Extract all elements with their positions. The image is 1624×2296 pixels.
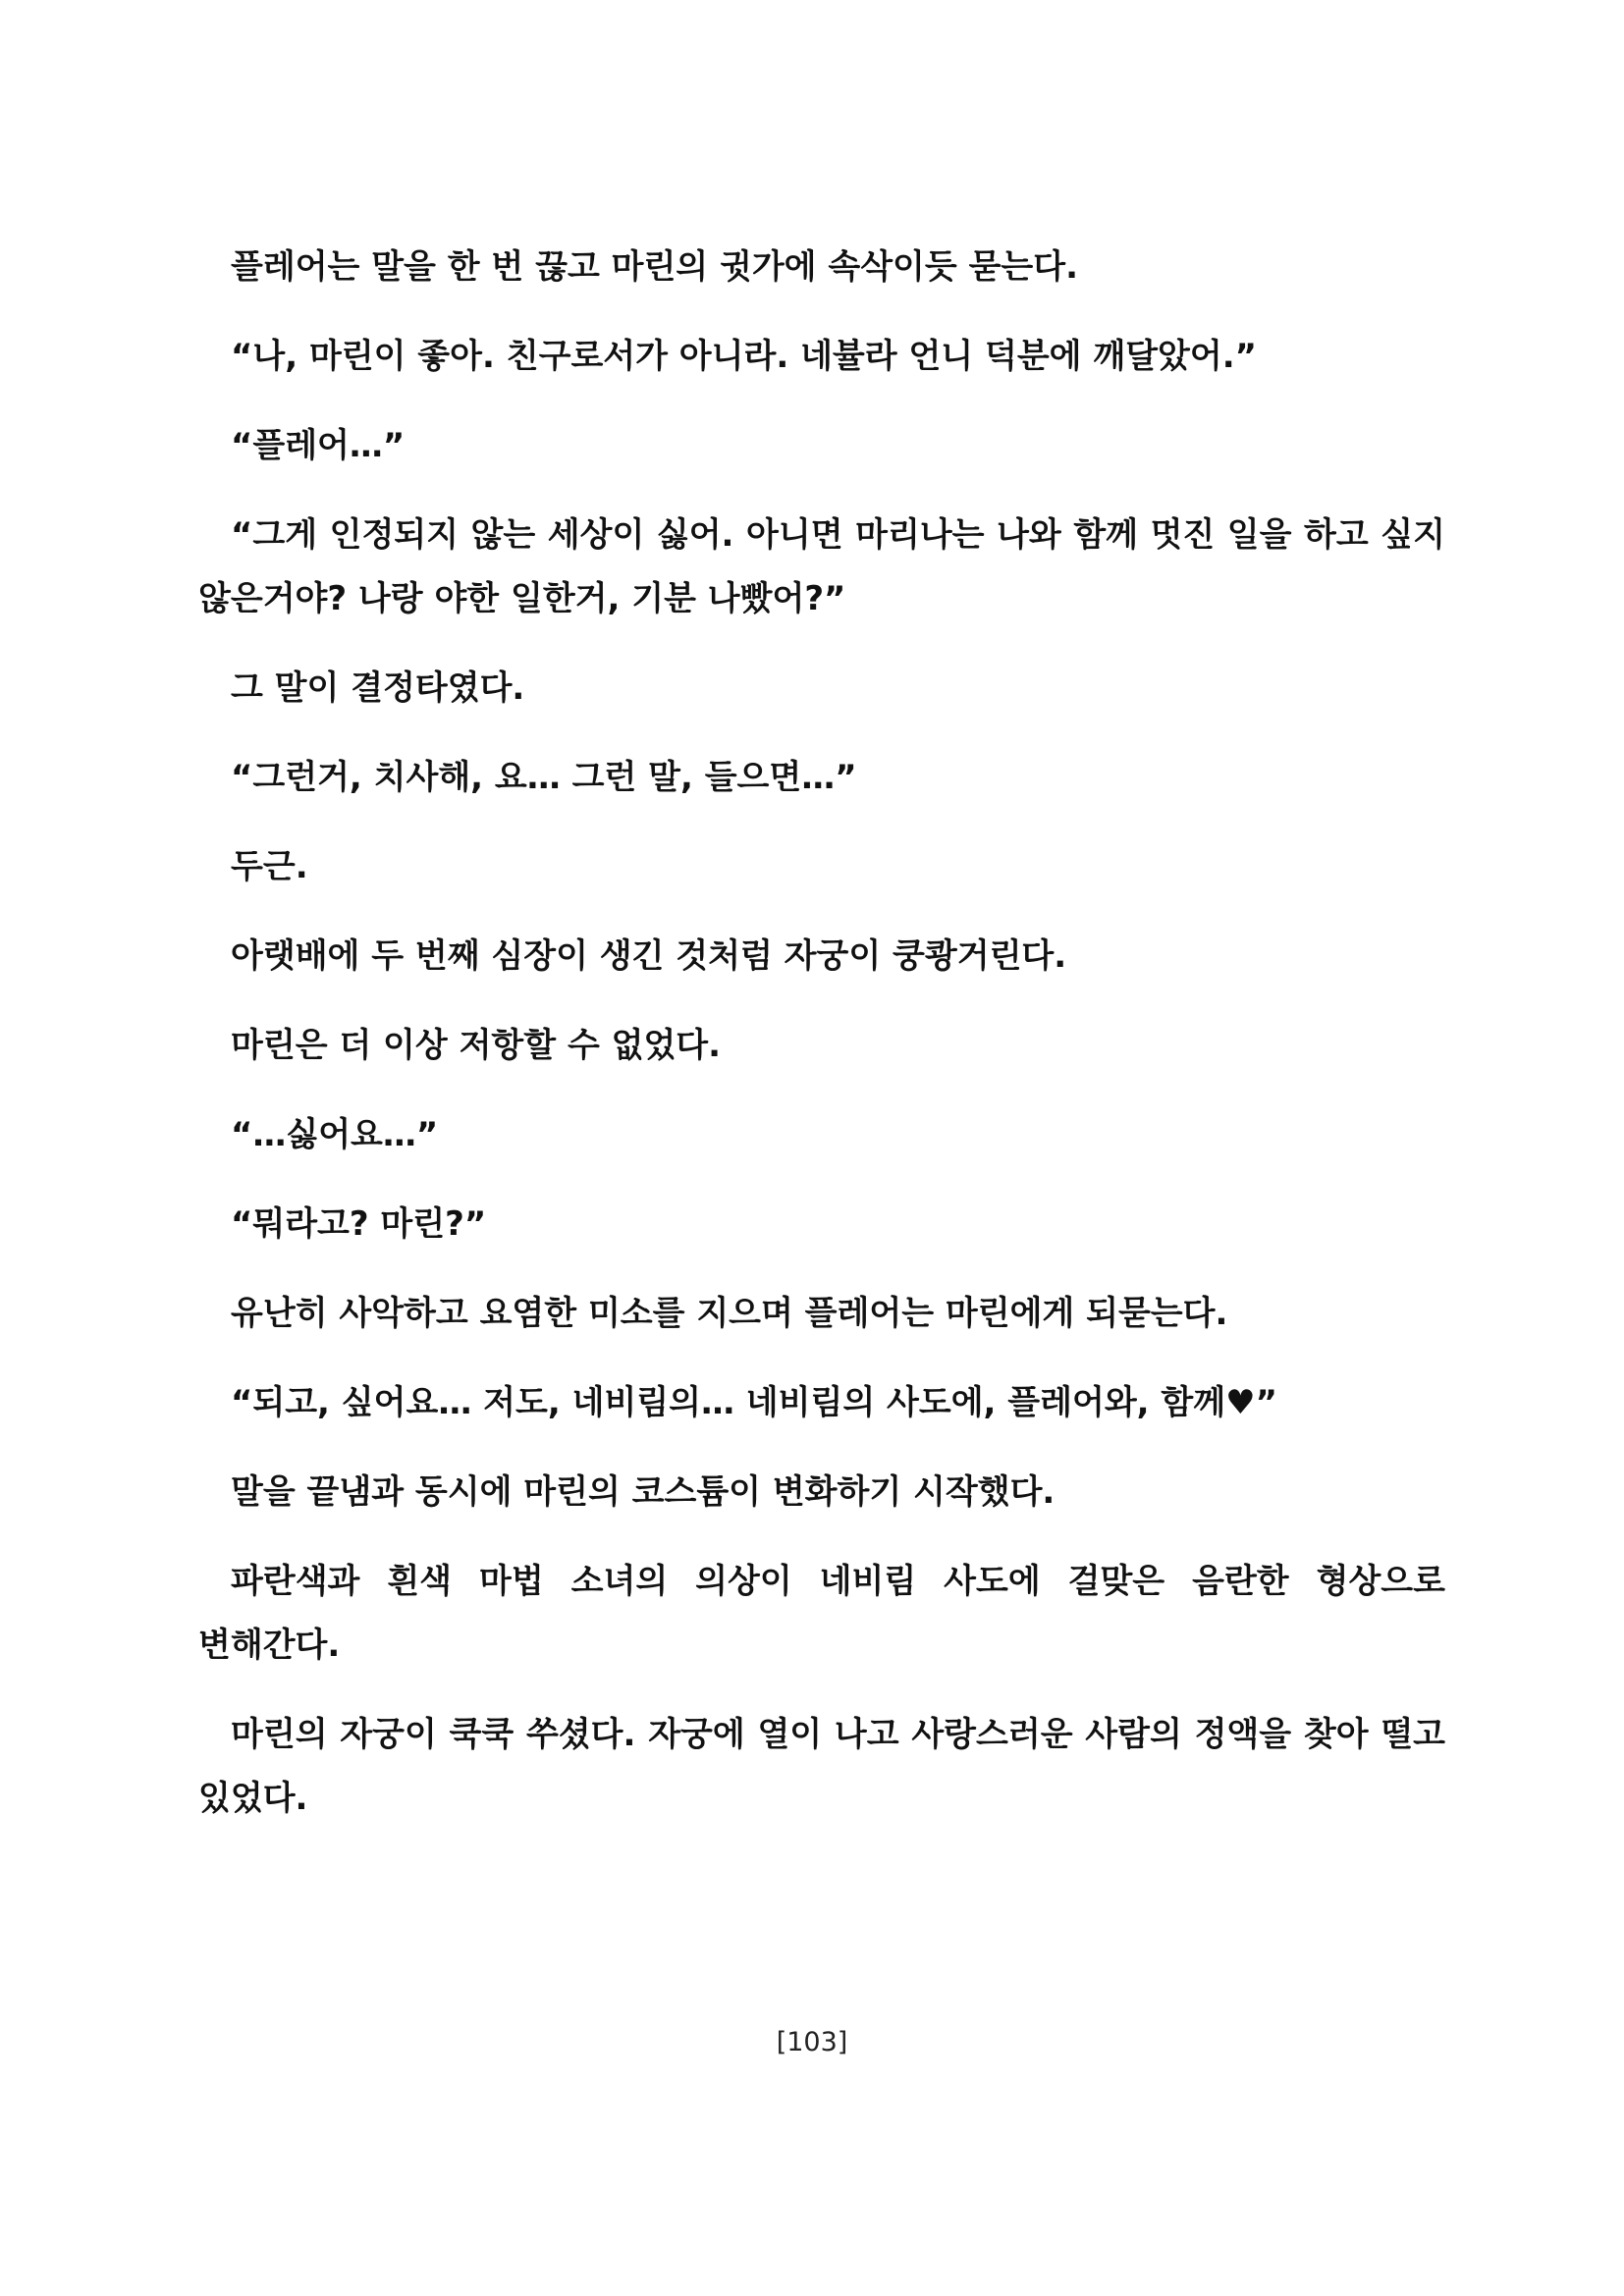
paragraph: 말을 끝냄과 동시에 마린의 코스튬이 변화하기 시작했다. <box>231 1472 1056 1512</box>
paragraph: 그 말이 결정타였다. <box>231 668 525 708</box>
paragraph: “그게 인정되지 않는 세상이 싫어. 아니면 마리나는 나와 함께 멋진 일을 하고 싶지 않은거야? 나랑 야한 일한거, 기분 나빴어?” <box>198 515 1445 618</box>
paragraph: 플레어는 말을 한 번 끊고 마린의 귓가에 속삭이듯 묻는다. <box>231 247 1079 287</box>
paragraph: “뭐라고? 마린?” <box>231 1204 487 1244</box>
paragraph: 유난히 사악하고 요염한 미소를 지으며 플레어는 마린에게 되묻는다. <box>231 1294 1228 1333</box>
paragraph: “나, 마린이 좋아. 친구로서가 아니라. 네뷸라 언니 덕분에 깨달았어.” <box>231 337 1257 376</box>
paragraph: “그런거, 치사해, 요… 그런 말, 들으면…” <box>231 758 857 797</box>
text-body <box>198 236 1445 1856</box>
page-number: [103] <box>776 2027 848 2057</box>
paragraph: 아랫배에 두 번째 심장이 생긴 것처럼 자궁이 쿵쾅거린다. <box>231 936 1067 976</box>
paragraph: 마린은 더 이상 저항할 수 없었다. <box>231 1026 722 1065</box>
paragraph: “…싫어요…” <box>231 1115 439 1154</box>
paragraph: 두근. <box>231 847 308 886</box>
paragraph: “플레어…” <box>231 426 406 465</box>
paragraph: 마린의 자궁이 쿡쿡 쑤셨다. 자궁에 열이 나고 사랑스러운 사람의 정액을 찾아 떨고 있었다. <box>198 1715 1445 1818</box>
paragraph: “되고, 싶어요… 저도, 네비림의… 네비림의 사도에, 플레어와, 함께♥” <box>231 1383 1277 1422</box>
paragraph: 파란색과 흰색 마법 소녀의 의상이 네비림 사도에 걸맞은 음란한 형상으로 변해간다. <box>198 1562 1445 1665</box>
